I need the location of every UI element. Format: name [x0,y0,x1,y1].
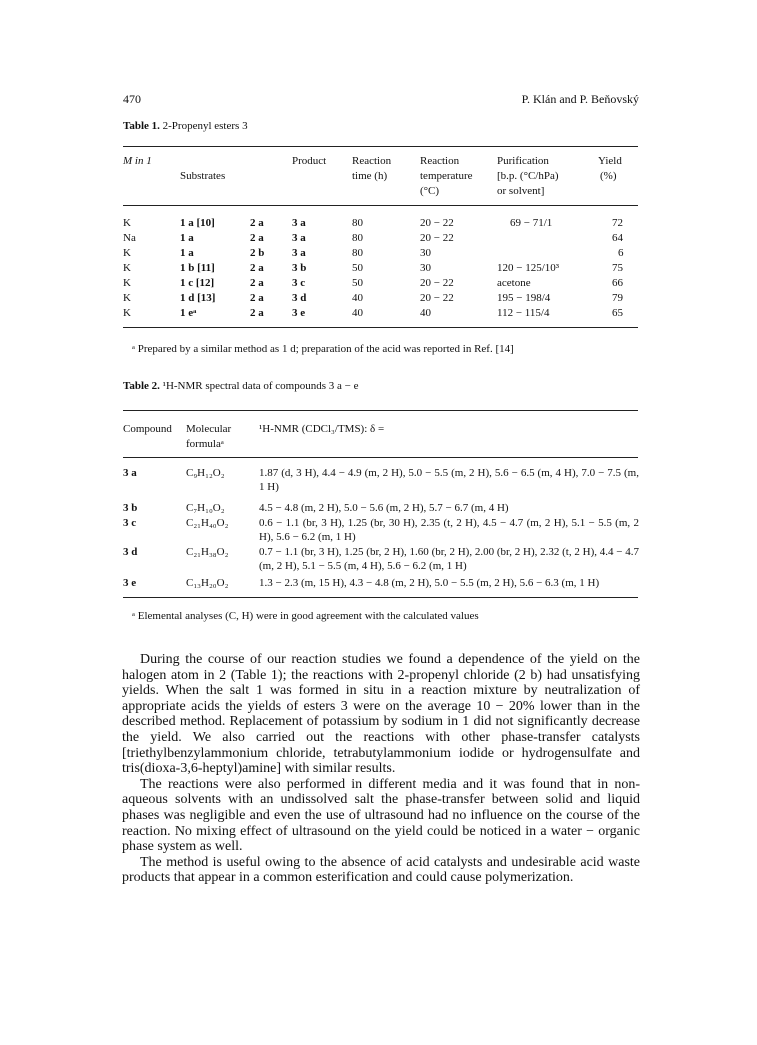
table1-cell-m: K [123,247,131,259]
table1-cell-sub2: 2 a [250,277,264,289]
table1-header-purif-1: Purification [497,155,549,167]
table1-cell-time: 40 [352,307,363,319]
table2-header-formula-2: formulaᵃ [186,438,224,450]
table2-header-rule [123,457,638,458]
table2-cell-nmr: 1.3 − 2.3 (m, 15 H), 4.3 − 4.8 (m, 2 H), 5.0 − 5.5 (m, 2 H), 5.6 − 6.3 (m, 1 H) [259,577,600,589]
table2-cell-compound: 3 d [123,546,138,558]
table1-label: Table 1. [123,120,160,132]
table1-cell-m: K [123,307,131,319]
table1-cell-sub1: 1 eᵃ [180,307,197,319]
table1-header-temp-2: temperature [420,170,473,182]
table1-cell-yield: 66 [612,277,623,289]
table2-cell-formula: C₂₁H₄₀O₂ [186,517,229,529]
table1-header-product: Product [292,155,327,167]
table1-cell-yield: 6 [618,247,624,259]
table1-cell-temp: 20 − 22 [420,217,454,229]
table1-cell-sub2: 2 a [250,232,264,244]
table2-cell-compound: 3 a [123,467,137,479]
table2-cell-formula: C₂₁H₃₈O₂ [186,546,229,558]
table1-header-rule [123,205,638,206]
body-paragraph: During the course of our reaction studies we found a dependence of the yield on the halogen atom in 2 (Table 1); the reactions with 2-propenyl chloride (2 b) had unsatisfying yields. When the salt 1 was formed in situ in a reaction mixture by neutralization of appropriate acids the yields of esters 3 were on the average 10 − 20% lower than in the described method. Replacement of potassium by sodium in 1 did not significantly decrease the yield. We also carried out the reactions with other phase-transfer catalysts [triethylbenzylammonium chloride, tetrabutylammonium iodide or hydrogensulfate and tris(dioxa-3,6-heptyl)amine] with similar results. [122,652,640,777]
table1-cell-time: 80 [352,232,363,244]
table1-cell-sub2: 2 b [250,247,265,259]
table1-cell-time: 80 [352,217,363,229]
table1-header-time-2: time (h) [352,170,388,182]
running-header: P. Klán and P. Beňovský [521,92,639,106]
table2-header-formula-1: Molecular [186,423,232,435]
table2-footnote: ᵃ Elemental analyses (C, H) were in good agreement with the calculated values [132,610,479,622]
table1-cell-sub2: 2 a [250,262,264,274]
table2-title: ¹H-NMR spectral data of compounds 3 a − e [162,380,359,392]
table1-top-rule [123,146,638,147]
table2-caption [123,380,358,392]
table1-cell-sub1: 1 a [10] [180,217,215,229]
table2-cell-formula: C₁₃H₂₀O₂ [186,577,229,589]
table2-cell-compound: 3 b [123,502,138,514]
table1-cell-product: 3 c [292,277,306,289]
table2-cell-formula: C₇H₁₀O₂ [186,502,225,514]
page-number: 470 [123,92,141,106]
table1-cell-product: 3 b [292,262,307,274]
table1-cell-temp: 20 − 22 [420,277,454,289]
table1-bottom-rule [123,327,638,328]
body-text [122,652,640,886]
table1-cell-time: 50 [352,262,363,274]
table1-header-time-1: Reaction [352,155,392,167]
table1-cell-product: 3 a [292,217,306,229]
table2-cell-nmr: 4.5 − 4.8 (m, 2 H), 5.0 − 5.6 (m, 2 H), 5.7 − 6.7 (m, 4 H) [259,502,509,514]
table1-cell-product: 3 d [292,292,307,304]
table1-cell-purif: 120 − 125/10³ [497,262,560,274]
table1-cell-sub1: 1 a [180,232,194,244]
table1-cell-m: K [123,292,131,304]
table2-header-nmr: ¹H-NMR (CDCl₃/TMS): δ = [259,423,385,435]
table2-label: Table 2. [123,380,160,392]
table1-cell-time: 50 [352,277,363,289]
table1-cell-m: K [123,217,131,229]
table1-cell-product: 3 e [292,307,306,319]
table2-top-rule [123,410,638,411]
table1-cell-temp: 20 − 22 [420,292,454,304]
body-paragraph: The reactions were also performed in different media and it was found that in non-aqueous solvents with an undissolved salt the phase-transfer between solid and liquid phases was negligible and even the use of ultrasound had no influence on the course of the reaction. No mixing effect of ultrasound on the yield could be noticed in a water − organic phase system as well. [122,776,640,855]
table1-cell-yield: 75 [612,262,623,274]
table1-cell-time: 40 [352,292,363,304]
table2-cell-compound: 3 c [123,517,137,529]
table1-cell-sub1: 1 d [13] [180,292,216,304]
table1-header-yield-2: (%) [600,170,617,182]
table1-cell-sub1: 1 c [12] [180,277,215,289]
table2-bottom-rule [123,597,638,598]
table1-cell-purif: acetone [497,277,531,289]
body-paragraph: The method is useful owing to the absence of acid catalysts and undesirable acid waste products that appear in a common esterification and could cause polymerization. [122,854,640,886]
table2-cell-formula: C₉H₁₂O₂ [186,467,225,479]
table1-cell-temp: 40 [420,307,431,319]
table1-cell-sub1: 1 b [11] [180,262,215,274]
table1-cell-purif: 69 − 71/1 [510,217,553,229]
table1-cell-temp: 30 [420,262,431,274]
table1-header-temp-3: (°C) [420,185,440,197]
table1-cell-product: 3 a [292,247,306,259]
table1-cell-temp: 20 − 22 [420,232,454,244]
table2-cell-nmr: 1.87 (d, 3 H), 4.4 − 4.9 (m, 2 H), 5.0 − 5.5 (m, 2 H), 5.6 − 6.5 (m, 4 H), 7.0 − 7.5 (m, 1 H) [259,467,639,493]
table1-header-yield-1: Yield [598,155,622,167]
table2-cell-compound: 3 e [123,577,137,589]
table1-header-purif-3: or solvent] [497,185,545,197]
table1-header-purif-2: [b.p. (°C/hPa) [497,170,559,182]
table1-cell-yield: 65 [612,307,623,319]
table1-header-m: M in 1 [123,155,152,167]
table1-header-substrates: Substrates [180,170,226,182]
table1-cell-m: K [123,277,131,289]
table1-cell-sub2: 2 a [250,292,264,304]
table1-cell-sub2: 2 a [250,217,264,229]
table1-cell-m: Na [123,232,136,244]
table1-cell-yield: 79 [612,292,623,304]
table1-header-temp-1: Reaction [420,155,460,167]
table1-cell-purif: 112 − 115/4 [497,307,550,319]
table1-cell-time: 80 [352,247,363,259]
table1-cell-sub1: 1 a [180,247,194,259]
table1-cell-sub2: 2 a [250,307,264,319]
table1-caption [123,120,248,132]
table1-cell-m: K [123,262,131,274]
table1-cell-temp: 30 [420,247,431,259]
table1-cell-purif: 195 − 198/4 [497,292,551,304]
table1-cell-yield: 72 [612,217,623,229]
table2-cell-nmr: 0.6 − 1.1 (br, 3 H), 1.25 (br, 30 H), 2.35 (t, 2 H), 4.5 − 4.7 (m, 2 H), 5.1 − 5.5 (m, 2 H), 5.6 − 6.2 (m, 1 H) [259,517,639,543]
table1-cell-yield: 64 [612,232,623,244]
table1-title: 2-Propenyl esters 3 [162,120,248,132]
table1-cell-product: 3 a [292,232,306,244]
table2-cell-nmr: 0.7 − 1.1 (br, 3 H), 1.25 (br, 2 H), 1.60 (br, 2 H), 2.00 (br, 2 H), 2.32 (t, 2 H), 4.4 − 4.7 (m, 2 H), 5.1 − 5.5 (m, 4 H), 5.6 − 6.2 (m, 1 H) [259,546,639,572]
table1-footnote: ᵃ Prepared by a similar method as 1 d; preparation of the acid was reported in Ref. [14] [132,343,514,355]
table2-header-compound: Compound [123,423,172,435]
